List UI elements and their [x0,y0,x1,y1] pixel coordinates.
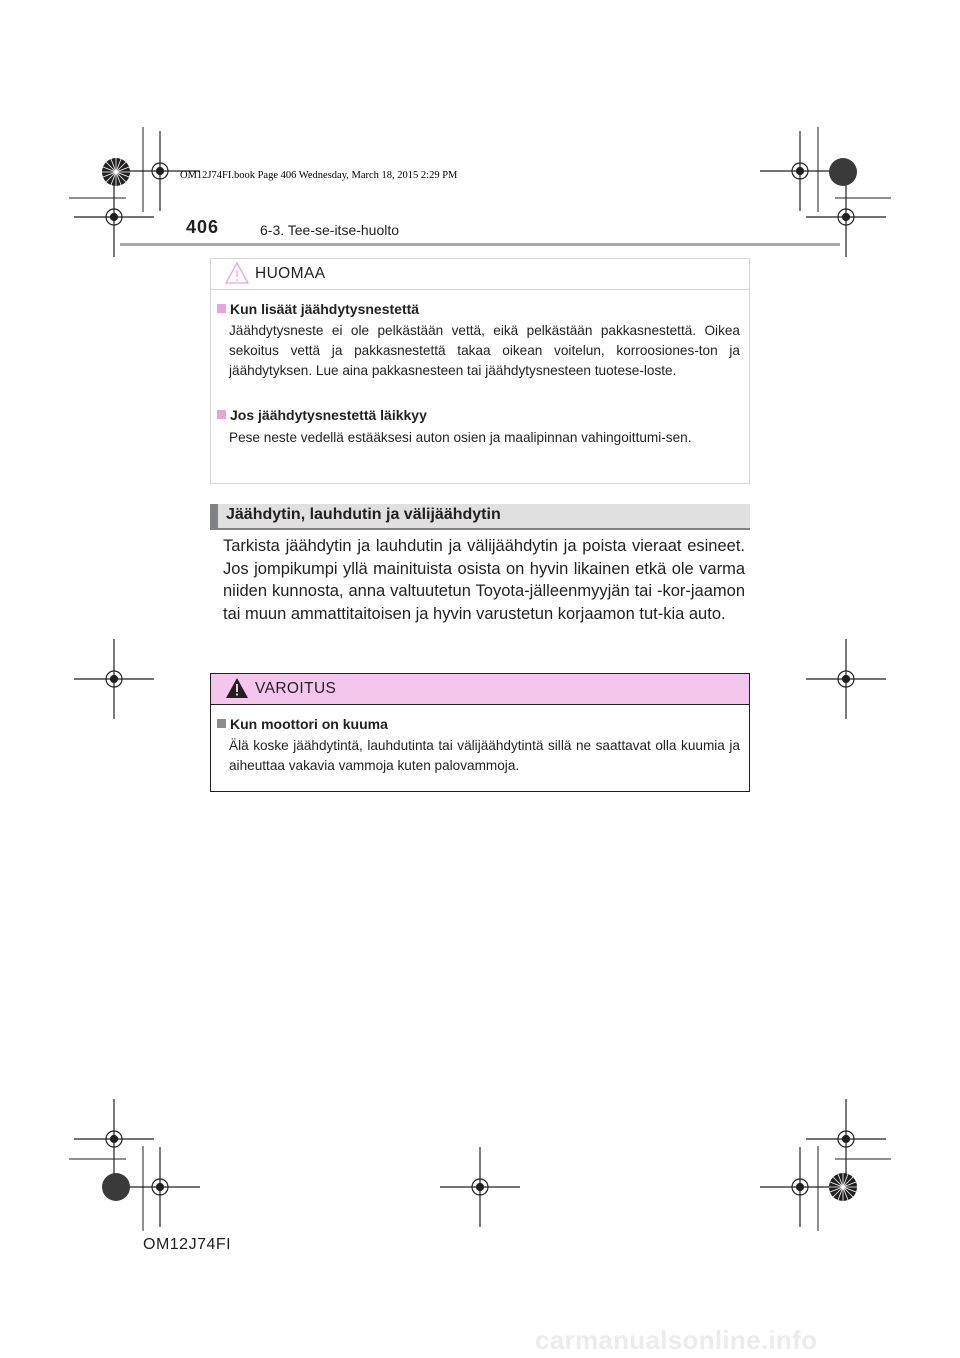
caution-triangle-icon [225,261,249,285]
warning-item-body: Älä koske jäähdytintä, lauhdutinta tai välijäähdytintä sillä ne saattavat olla kuumia ja aiheuttaa vakavia vammoja kuten palovammoja. [229,738,740,773]
page-number: 406 [186,217,220,237]
notice-item-body: Jäähdytysneste ei ole pelkästään vettä, eikä pelkästään pakkasnestettä. Oikea sekoitus vettä ja pakkasnestettä takaa oikean voitelun, korroosiones-ton ja jäähdytyksen. Lue aina pakkasnesteen tai jäähdytysnesteen tuotese-loste. [229,323,740,378]
main-paragraph: Tarkista jäähdytin ja lauhdutin ja välijäähdytin ja poista vieraat esineet. Jos jompikumpi yllä mainituista osista on hyvin likainen etkä ole varma niiden kunnosta, anna valtuutetun Toyota-jälleenmyyjän tai -kor-jaamon tai muun ammattitaitoisen ja hyvin varustetun korjaamon tut-kia auto. [223,537,745,623]
section-title: 6-3. Tee-se-itse-huolto [260,222,400,238]
print-info-line: OM12J74FI.book Page 406 Wednesday, March 18, 2015 2:29 PM [180,170,458,181]
watermark: carmanualsonline.info [535,1325,818,1355]
notice-header [211,259,749,290]
section-heading-text: Jäähdytin, lauhdutin ja välijäähdytin [226,506,501,523]
notice-box [210,258,750,484]
section-heading-bar [210,504,218,528]
notice-item-title: Kun lisäät jäähdytysnestettä [217,301,419,317]
warning-triangle-icon [225,676,249,700]
header-rule [120,243,840,246]
warning-header [211,674,749,705]
square-bullet-icon [217,304,226,313]
warning-label: VAROITUS [255,680,337,697]
square-bullet-icon [217,719,226,728]
notice-item-body: Pese neste vedellä estääksesi auton osien ja maalipinnan vahingoittumi-sen. [229,430,692,445]
warning-box [210,673,750,792]
notice-item-title: Jos jäähdytysnestettä läikkyy [217,407,427,423]
section-heading [210,504,750,530]
warning-item-title: Kun moottori on kuuma [217,716,388,732]
document-code: OM12J74FI [143,1236,232,1253]
square-bullet-icon [217,410,226,419]
notice-label: HUOMAA [255,265,326,282]
